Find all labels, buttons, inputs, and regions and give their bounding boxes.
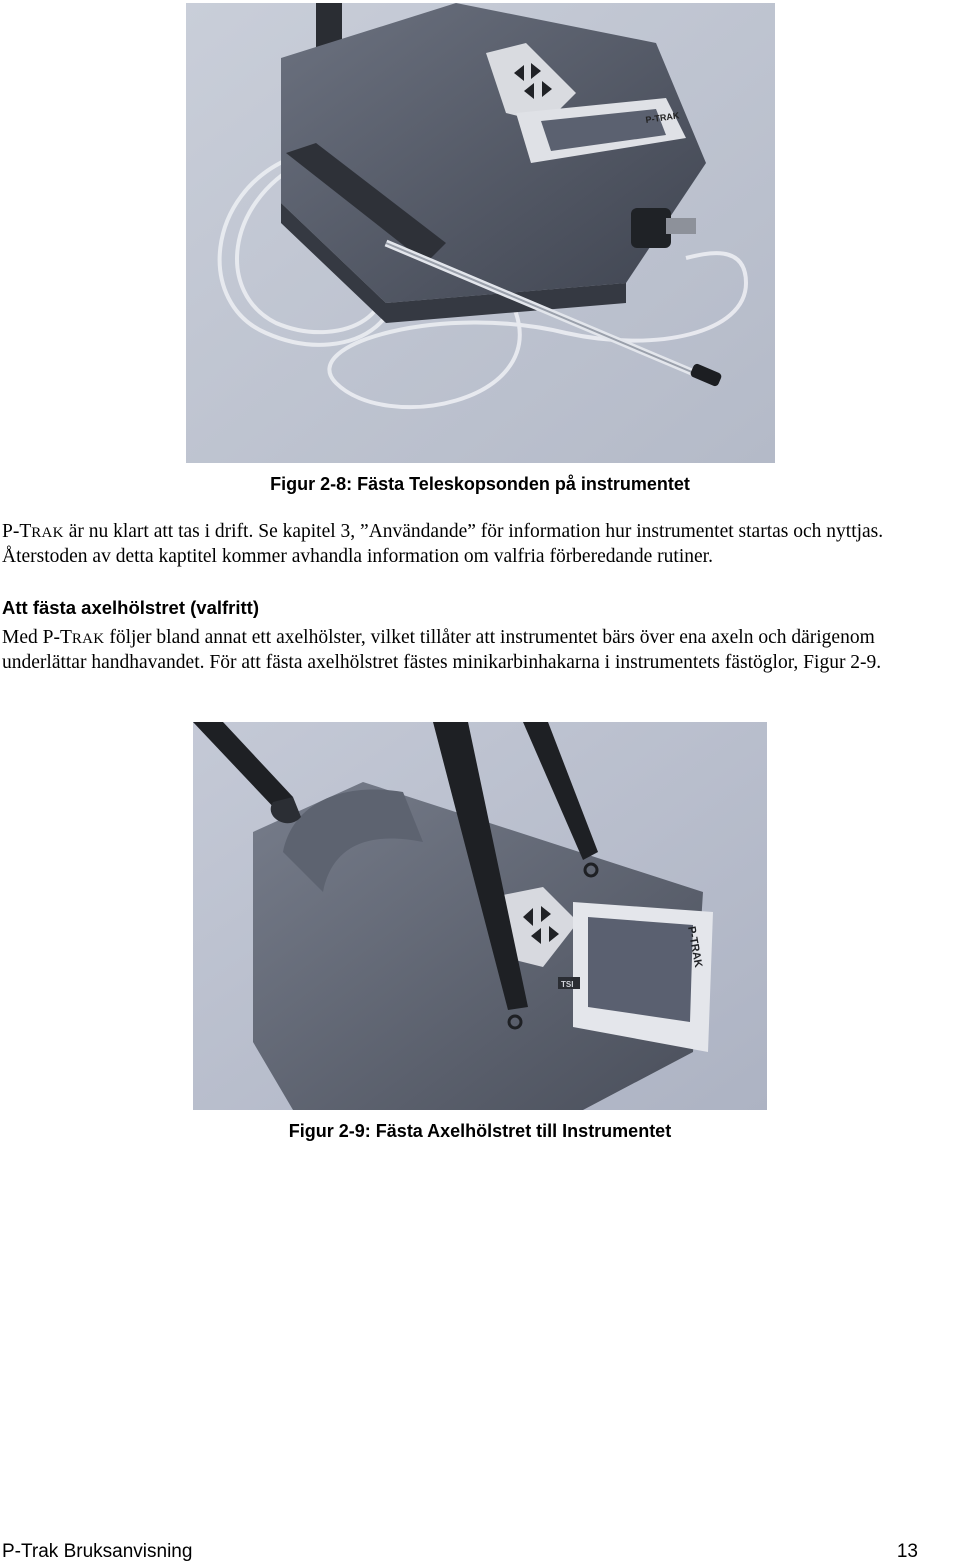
figure-2-8-caption: Figur 2-8: Fästa Teleskopsonden på instrumentet: [270, 474, 690, 494]
page-footer: [2, 1541, 918, 1563]
intro-line-1: P-TRAK är nu klart att tas i drift. Se kapitel 3, ”Användande” för information hur instrumentet startas och nyttjas.: [2, 521, 884, 542]
device-label: P-TRAK: [685, 925, 705, 969]
section-paragraph: [2, 626, 958, 674]
section-line-1: Med P-TRAK följer bland annat ett axelhölster, vilket tillåter att instrumentet bärs över ena axeln och därigenom: [2, 627, 875, 648]
intro-paragraph: [2, 520, 958, 568]
section-line-2: underlättar handhavandet. För att fästa axelhölstret fästes minikarbinhakarna i instrumentets fästöglor, Figur 2-9.: [2, 652, 882, 673]
screen-label: P-TRAK: [644, 110, 680, 125]
figure-2-8-photo: [186, 3, 775, 463]
tsi-logo: TSI: [561, 980, 574, 989]
intro-line-2: Återstoden av detta kaptitel kommer avhandla information om valfria förberedande rutiner.: [2, 546, 713, 567]
figure-2-9-photo: [193, 722, 767, 1110]
footer-title: P-Trak Bruksanvisning: [2, 1541, 193, 1562]
figure-2-9-caption: Figur 2-9: Fästa Axelhölstret till Instrumentet: [288, 1121, 672, 1141]
page-number: 13: [896, 1541, 918, 1562]
section-heading: Att fästa axelhölstret (valfritt): [2, 597, 259, 618]
